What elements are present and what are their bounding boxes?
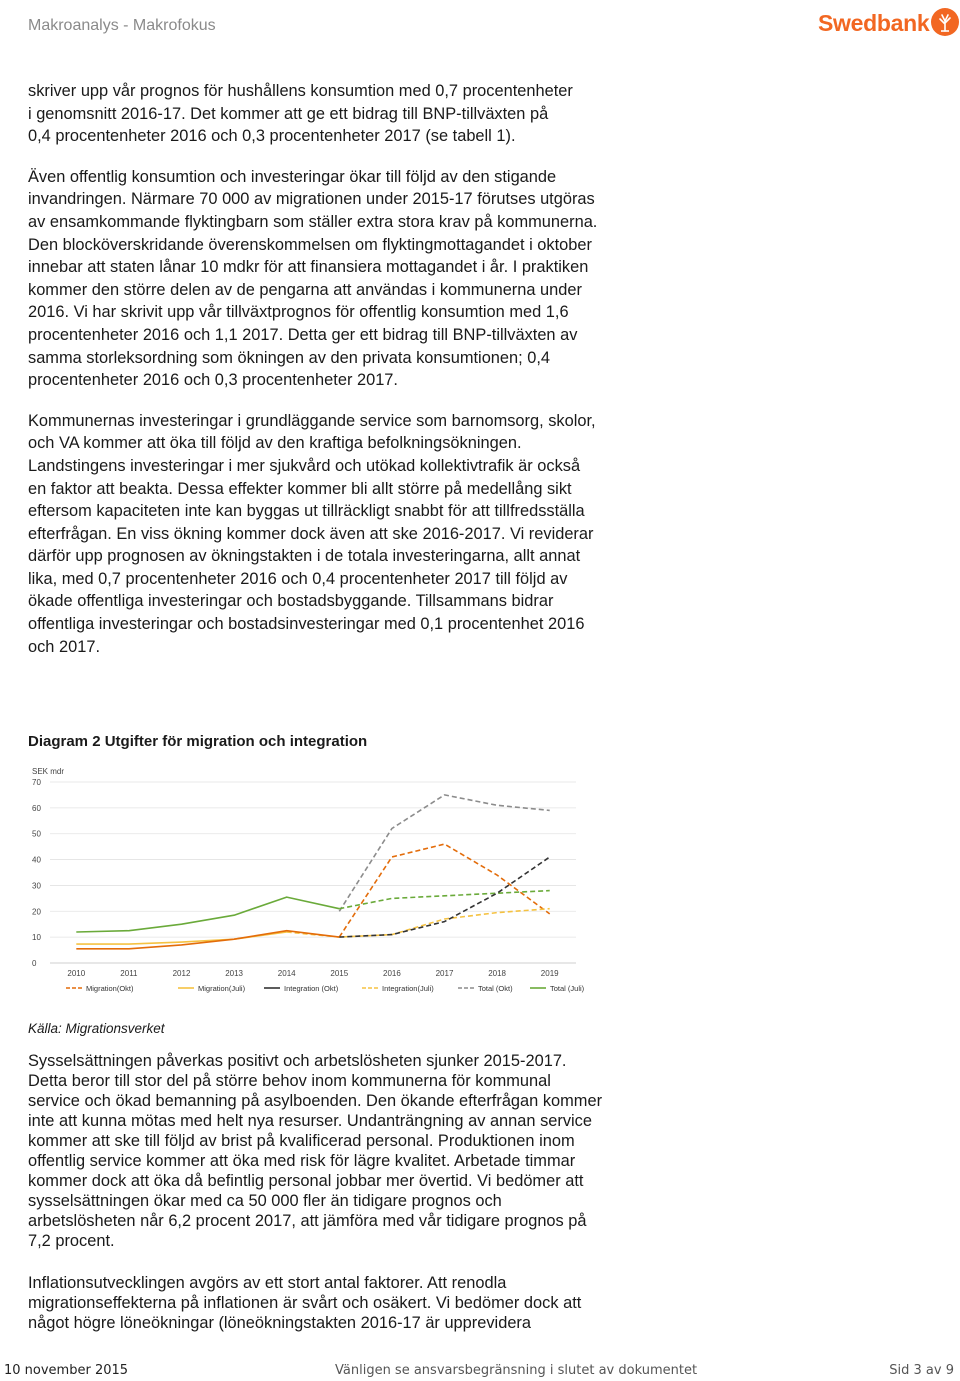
paragraph: Kommunernas investeringar i grundläggande service som barnomsorg, skolor, och VA kommer att öka till följd av den kraftiga befolkningsökningen. Landstingens investeringar i mer sjukvård och utökad kollektivtrafik är också en faktor att beakta. Dessa effekter kommer bli allt större på medellång sikt eftersom kapaciteten inte kan byggas ut tillräckligt snabbt för att tillfredsställa efterfrågan. En viss ökning kommer dock även att ske 2016-2017. Vi reviderar därför upp prognosen av ökningstakten i de totala investeringarna, allt annat lika, med 0,7 procentenheter 2016 och 0,4 procentenheter 2017 till följd av ökade offentliga investeringar och bostadsbyggande. Tillsammans bidrar offentliga investeringar och bostadsinvesteringar med 0,1 procentenhet 2016 och 2017. (28, 411, 596, 656)
legend-label: Integration (Okt) (284, 984, 339, 993)
migration-integration-line-chart (28, 762, 588, 1002)
x-tick-label: 2013 (225, 969, 243, 978)
legend-label: Total (Juli) (550, 984, 585, 993)
x-tick-label: 2012 (172, 969, 191, 978)
diagram-title: Diagram 2 Utgifter för migration och integration (28, 733, 368, 750)
oak-tree-icon (930, 7, 960, 37)
paragraph: Inflationsutvecklingen avgörs av ett stort antal faktorer. Att renodla migrationseffekterna på inflationen är svårt och osäkert. Vi bedömer dock att något högre löneökningar (löneökningstakten 2016-17 är upprevidera (28, 1274, 582, 1332)
x-tick-label: 2016 (383, 969, 401, 978)
series-line (339, 844, 549, 937)
x-tick-label: 2018 (488, 969, 506, 978)
document-header-title: Makroanalys - Makrofokus (28, 17, 216, 34)
y-tick-label: 50 (32, 829, 41, 839)
y-tick-label: 60 (32, 803, 41, 813)
footer-page-number: Sid 3 av 9 (889, 1363, 954, 1378)
x-tick-label: 2017 (435, 969, 454, 978)
y-tick-label: 10 (32, 933, 41, 943)
series-line (76, 897, 339, 932)
y-tick-label: 70 (32, 778, 41, 787)
legend-label: Integration(Juli) (382, 984, 434, 993)
page-footer (0, 1361, 960, 1381)
legend-label: Migration(Juli) (198, 984, 246, 993)
paragraph: Även offentlig konsumtion och investeringar ökar till följd av den stigande invandringen. Närmare 70 000 av migrationen under 2015-17 förutses utgöras av ensamkommande flyktingbarn som ställer extra stora krav på kommunerna. Den blocköverskridande överenskommelsen om flyktingmottagandet i oktober innebar att staten lånar 10 mdkr för att finansiera mottagandet i år. I praktiken kommer den större delen av de pengarna att användas i kommunerna under 2016. Vi har skrivit upp vår tillväxtprognos för offentlig konsumtion med 1,6 procentenheter 2016 och 1,1 2017. Detta ger ett bidrag till BNP-tillväxten av samma storleksordning som ökningen av den privata konsumtionen; 0,4 procentenheter 2016 och 0,3 procentenheter 2017. (28, 167, 598, 390)
y-axis-label: SEK mdr (32, 767, 65, 776)
x-tick-label: 2019 (540, 969, 559, 978)
y-tick-label: 40 (32, 855, 41, 865)
series-line (76, 931, 339, 949)
paragraph: Sysselsättningen påverkas positivt och arbetslösheten sjunker 2015-2017. Detta beror till stor del på större behov inom kommunerna för kommunal service och ökad bemanning på asylboenden. Den ökande efterfrågan kommer inte att kunna mötas med helt nya resurser. Undanträngning av annan service kommer att ske till följd av brist på kvalificerad personal. Produktionen inom offentlig service kommer att öka med risk för lägre kvalitet. Arbetade timmar kommer dock att öka då befintlig personal jobbar mer övertid. Vi bedömer att sysselsättningen ökar med ca 50 000 fler än tidigare prognos och arbetslösheten når 6,2 procent 2017, att jämföra med vår tidigare prognos på 7,2 procent. (28, 1052, 603, 1250)
series-line (339, 891, 549, 909)
y-tick-label: 0 (32, 959, 37, 968)
article-body (28, 80, 608, 658)
article-body-continued (28, 1051, 603, 1333)
series-line (339, 795, 549, 911)
footer-disclaimer: Vänligen se ansvarsbegränsning i slutet av dokumentet (335, 1363, 698, 1378)
series-line (287, 909, 550, 937)
paragraph: skriver upp vår prognos för hushållens konsumtion med 0,7 procentenheter i genomsnitt 2016-17. Det kommer att ge ett bidrag till BNP-tillväxten på 0,4 procentenheter 2016 och 0,3 procentenheter 2017 (se tabell 1). (28, 82, 573, 146)
swedbank-logo (818, 6, 958, 40)
legend-label: Migration(Okt) (86, 984, 134, 993)
x-tick-label: 2011 (120, 969, 138, 978)
footer-date: 10 november 2015 (4, 1363, 129, 1378)
y-tick-label: 30 (32, 881, 41, 891)
series-line (339, 857, 549, 937)
series-line (76, 932, 286, 944)
x-tick-label: 2014 (277, 969, 296, 978)
legend-label: Total (Okt) (478, 984, 513, 993)
logo-wordmark: Swedbank (818, 10, 930, 36)
x-tick-label: 2015 (330, 969, 349, 978)
y-tick-label: 20 (32, 907, 41, 917)
chart-source: Källa: Migrationsverket (28, 1021, 165, 1036)
x-tick-label: 2010 (67, 969, 86, 978)
